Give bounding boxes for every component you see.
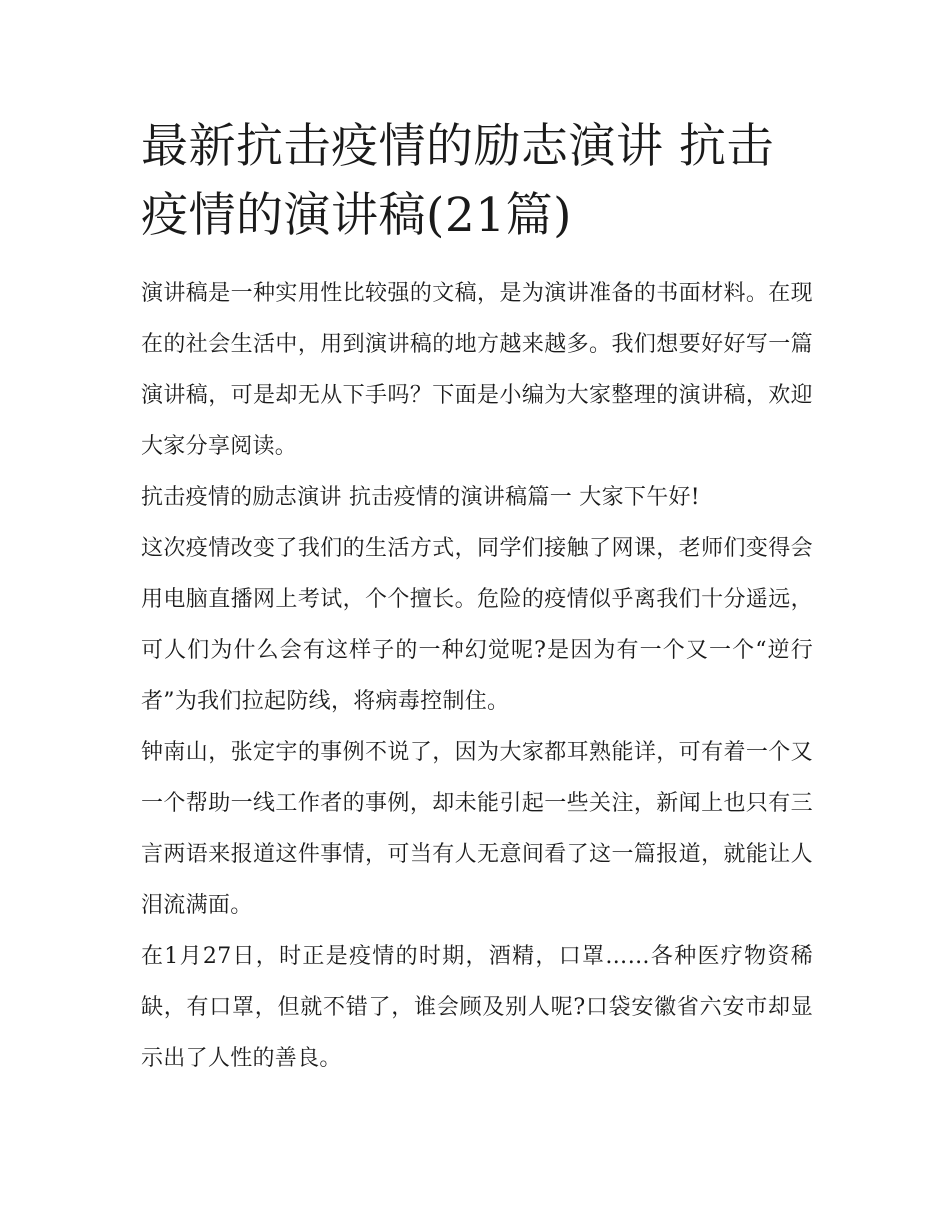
section-heading-paragraph: 抗击疫情的励志演讲 抗击疫情的演讲稿篇一 大家下午好! [141, 485, 700, 510]
body-paragraph: 钟南山，张定宇的事例不说了，因为大家都耳熟能详，可有着一个又一个帮助一线工作者的事例，却未能引起一些关注，新闻上也只有三言两语来报道这件事情，可当有人无意间看了这一篇报道，就能让人泪流满面。 [141, 740, 813, 918]
document-page [141, 112, 813, 1084]
body-paragraph: 这次疫情改变了我们的生活方式，同学们接触了网课，老师们变得会用电脑直播网上考试，个个擅长。危险的疫情似乎离我们十分遥远，可人们为什么会有这样子的一种幻觉呢?是因为有一个又一个“逆行者”为我们拉起防线，将病毒控制住。 [141, 536, 813, 714]
intro-paragraph: 演讲稿是一种实用性比较强的文稿，是为演讲准备的书面材料。在现在的社会生活中，用到演讲稿的地方越来越多。我们想要好好写一篇演讲稿，可是却无从下手吗？下面是小编为大家整理的演讲稿，欢迎大家分享阅读。 [141, 281, 813, 459]
body-paragraph: 在1月27日，时正是疫情的时期，酒精，口罩……各种医疗物资稀缺，有口罩，但就不错了，谁会顾及别人呢?口袋安徽省六安市却显示出了人性的善良。 [141, 944, 813, 1071]
document-title: 最新抗击疫情的励志演讲 抗击疫情的演讲稿(21篇) [141, 119, 774, 243]
